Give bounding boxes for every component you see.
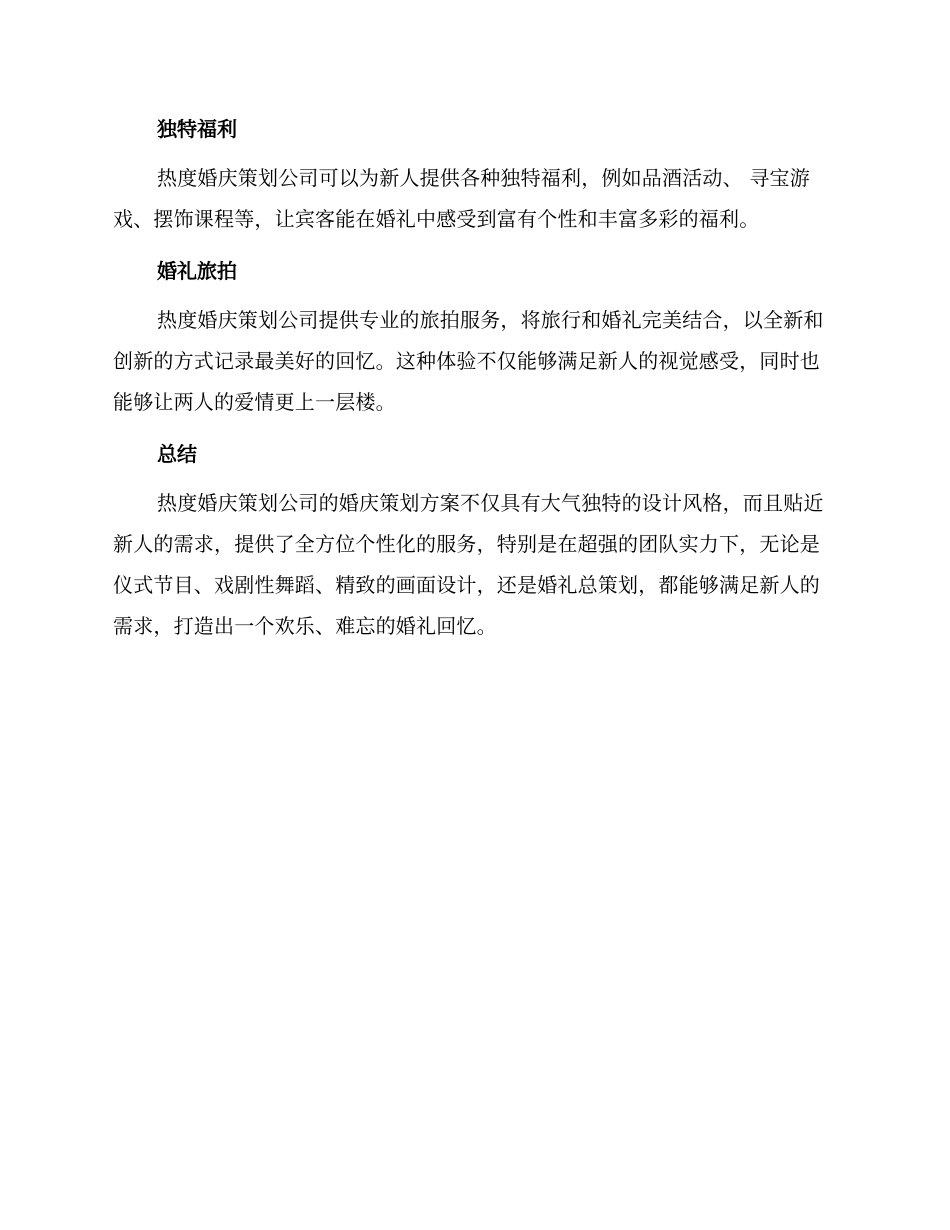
section-unique-benefits (113, 110, 837, 240)
section-summary (113, 435, 837, 647)
section-heading: 独特福利 (157, 117, 237, 141)
section-heading: 婚礼旅拍 (157, 259, 237, 283)
section-paragraph: 热度婚庆策划公司的婚庆策划方案不仅具有大气独特的设计风格，而且贴近新人的需求，提供了全方位个性化的服务，特别是在超强的团队实力下，无论是仪式节目、戏剧性舞蹈、精致的画面设计，还是婚礼总策划，都能够满足新人的需求，打造出一个欢乐、难忘的婚礼回忆。 (113, 491, 824, 638)
section-heading: 总结 (157, 442, 197, 466)
document-page (113, 110, 837, 659)
section-wedding-travel-photo (113, 252, 837, 423)
section-paragraph: 热度婚庆策划公司提供专业的旅拍服务，将旅行和婚礼完美结合，以全新和创新的方式记录最美好的回忆。这种体验不仅能够满足新人的视觉感受，同时也能够让两人的爱情更上一层楼。 (113, 308, 824, 414)
section-paragraph: 热度婚庆策划公司可以为新人提供各种独特福利，例如品酒活动、 寻宝游戏、摆饰课程等，让宾客能在婚礼中感受到富有个性和丰富多彩的福利。 (113, 166, 810, 231)
